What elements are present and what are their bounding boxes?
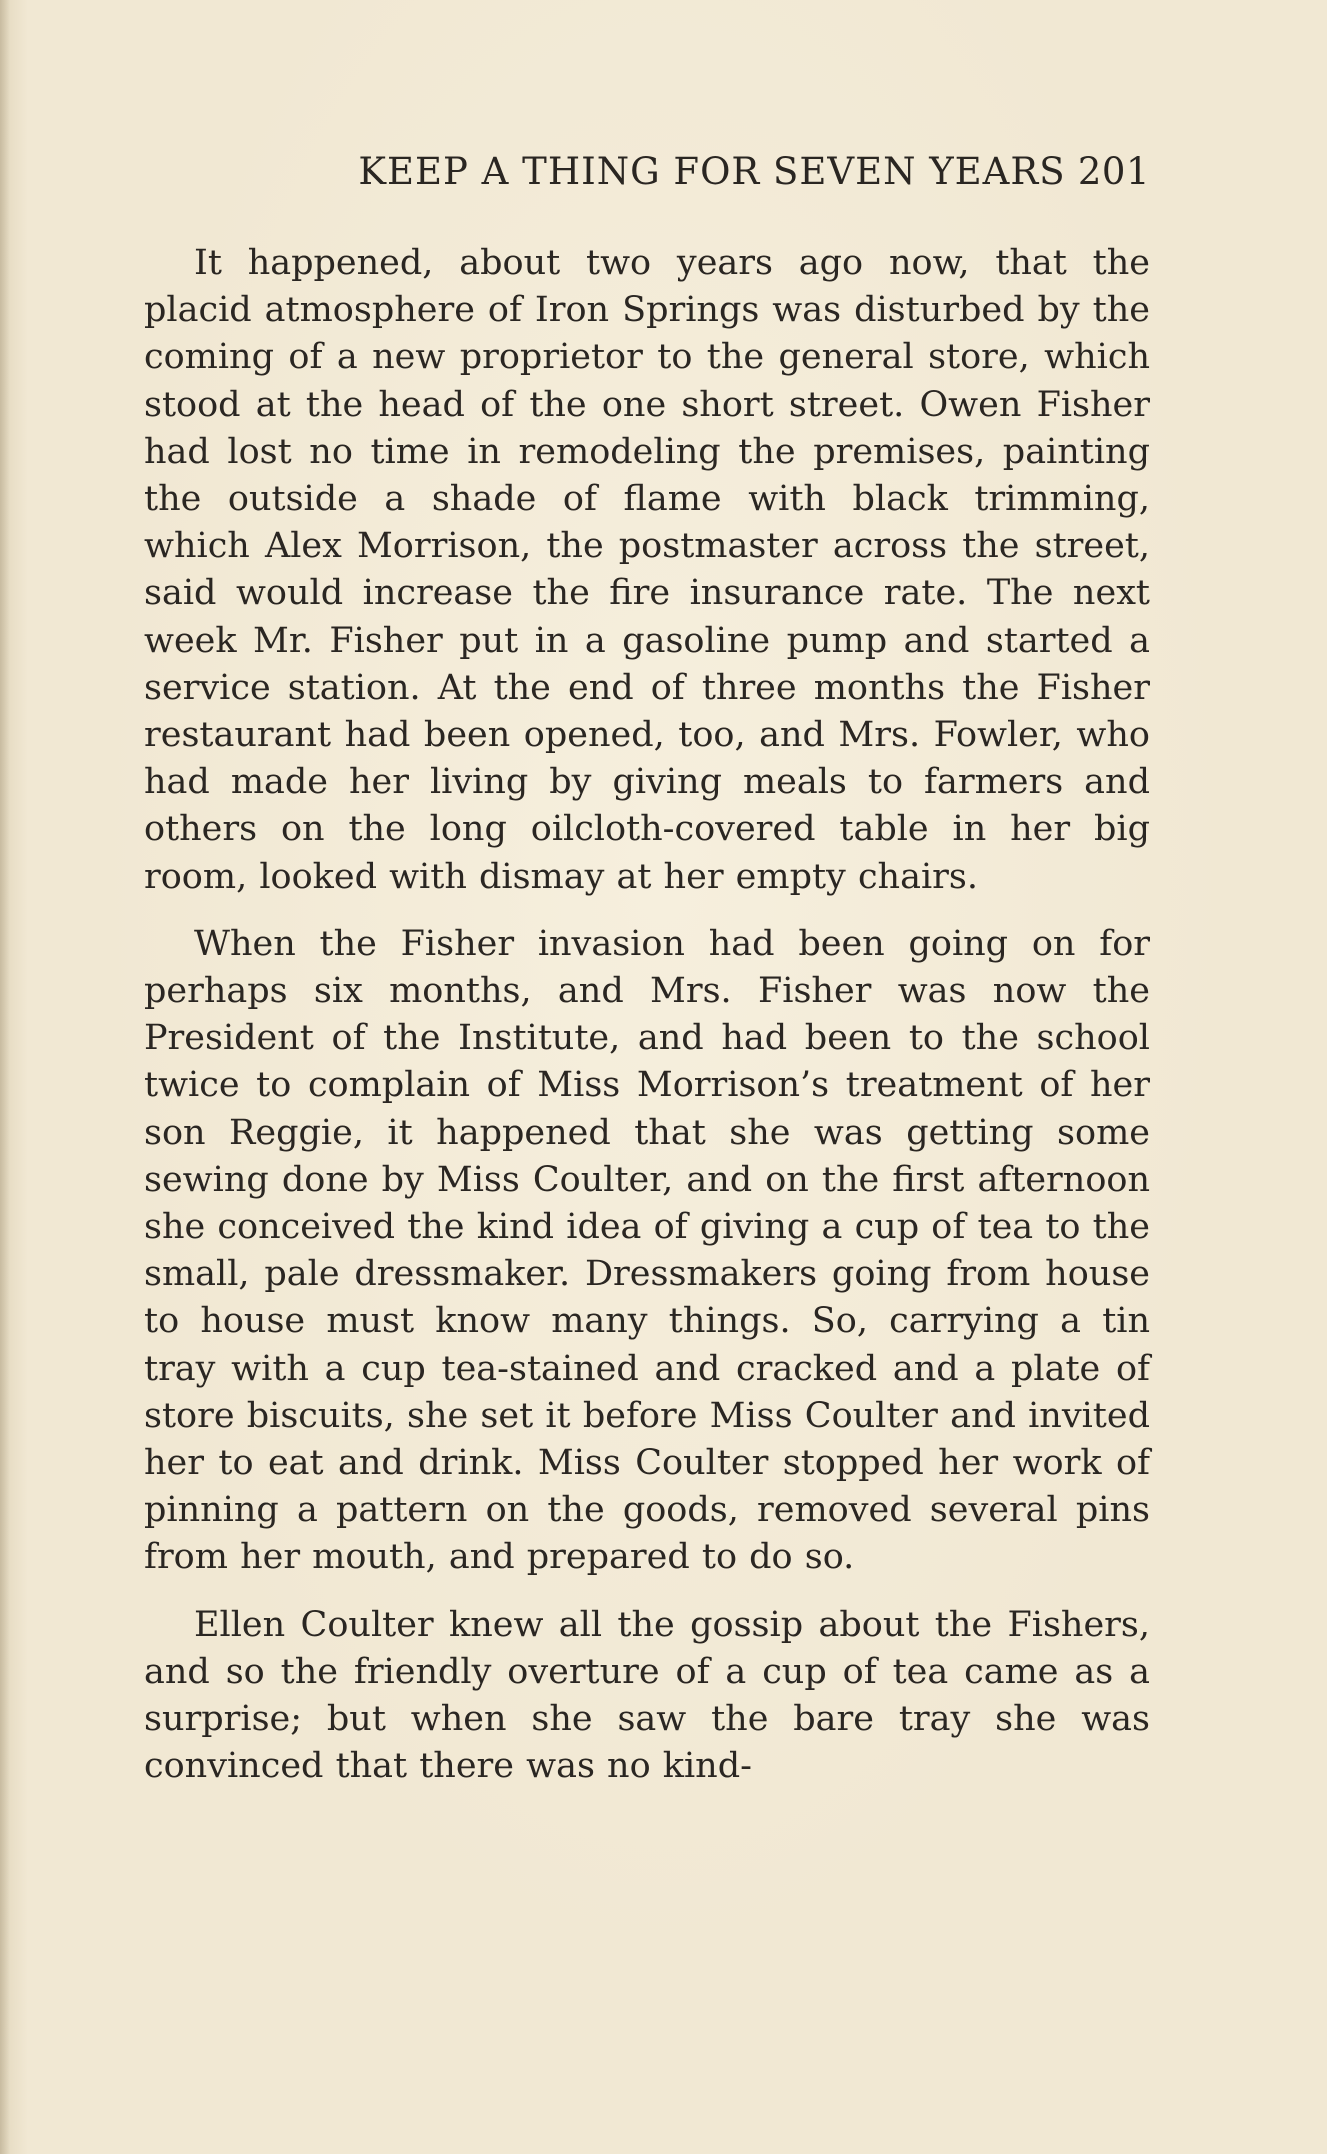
paragraph-1: It happened, about two years ago now, that the placid atmosphere of Iron Springs was disturbed by the coming of a new proprietor to the general store, which stood at the head of the one short street. Owen Fisher had lost no time in remodeling the premises, painting the outside a shade of flame with black trimming, which Alex Morrison, the postmaster across the street, said would increase the fire insurance rate. The next week Mr. Fisher put in a gasoline pump and started a service station. At the end of three months the Fisher restaurant had been opened, too, and Mrs. Fowler, who had made her living by giving meals to farmers and others on the long oilcloth-covered table in her big room, looked with dismay at her empty chairs.	[144, 243, 1150, 897]
paragraph-2: When the Fisher invasion had been going on for perhaps six months, and Mrs. Fisher was now the President of the Institute, and had been to the school twice to complain of Miss Morrison’s treatment of her son Reggie, it happened that she was getting some sewing done by Miss Coulter, and on the first afternoon she conceived the kind idea of giving a cup of tea to the small, pale dressmaker. Dressmakers going from house to house must know many things. So, carrying a tin tray with a cup tea-stained and cracked and a plate of store biscuits, she set it before Miss Coulter and invited her to eat and drink. Miss Coulter stopped her work of pinning a pattern on the goods, removed several pins from her mouth, and prepared to do so.	[144, 923, 1150, 1578]
page-spine-shadow	[0, 0, 10, 2154]
running-title: KEEP A THING FOR SEVEN YEARS	[358, 150, 1066, 193]
page-number: 201	[1077, 150, 1150, 193]
paragraph-3: Ellen Coulter knew all the gossip about the Fishers, and so the friendly overture of a cup of tea came as a surprise; but when she saw the bare tray she was convinced that there was no kind-	[144, 1604, 1150, 1787]
running-header	[232, 148, 1150, 196]
body-text	[144, 240, 1150, 1791]
